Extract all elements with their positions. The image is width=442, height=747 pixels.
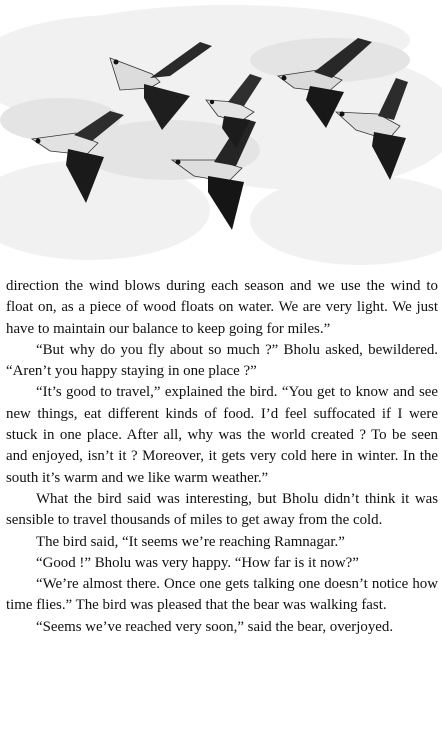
story-paragraph: “We’re almost there. Once one gets talking one doesn’t notice how time flies.” The bird was pleased that the bear was walking fast. bbox=[6, 576, 438, 614]
story-paragraph: What the bird said was interesting, but Bholu didn’t think it was sensible to travel thousands of miles to get away from the cold. bbox=[6, 490, 438, 529]
story-text bbox=[6, 276, 438, 638]
story-paragraph: “But why do you fly about so much ?” Bholu asked, bewildered. “Aren’t you happy staying in one place ?” bbox=[6, 341, 438, 380]
story-paragraph: The bird said, “It seems we’re reaching Ramnagar.” bbox=[36, 533, 345, 550]
story-paragraph: direction the wind blows during each season and we use the wind to float on, as a piece of wood floats on water. We are very light. We just have to maintain our balance to keep going for miles.” bbox=[6, 278, 438, 337]
story-paragraph: “It’s good to travel,” explained the bird. “You get to know and see new things, eat different kinds of food. I’d feel suffocated if I were stuck in one place. After all, why was the world created ? To be seen and enjoyed, isn’t it ? Moreover, it gets very cold here in winter. In the south it’s warm and we like warm weather.” bbox=[6, 384, 438, 486]
flying-birds-illustration bbox=[0, 0, 442, 276]
story-paragraph: “Good !” Bholu was very happy. “How far is it now?” bbox=[36, 554, 359, 571]
story-paragraph: “Seems we’ve reached very soon,” said the bear, overjoyed. bbox=[36, 618, 394, 635]
